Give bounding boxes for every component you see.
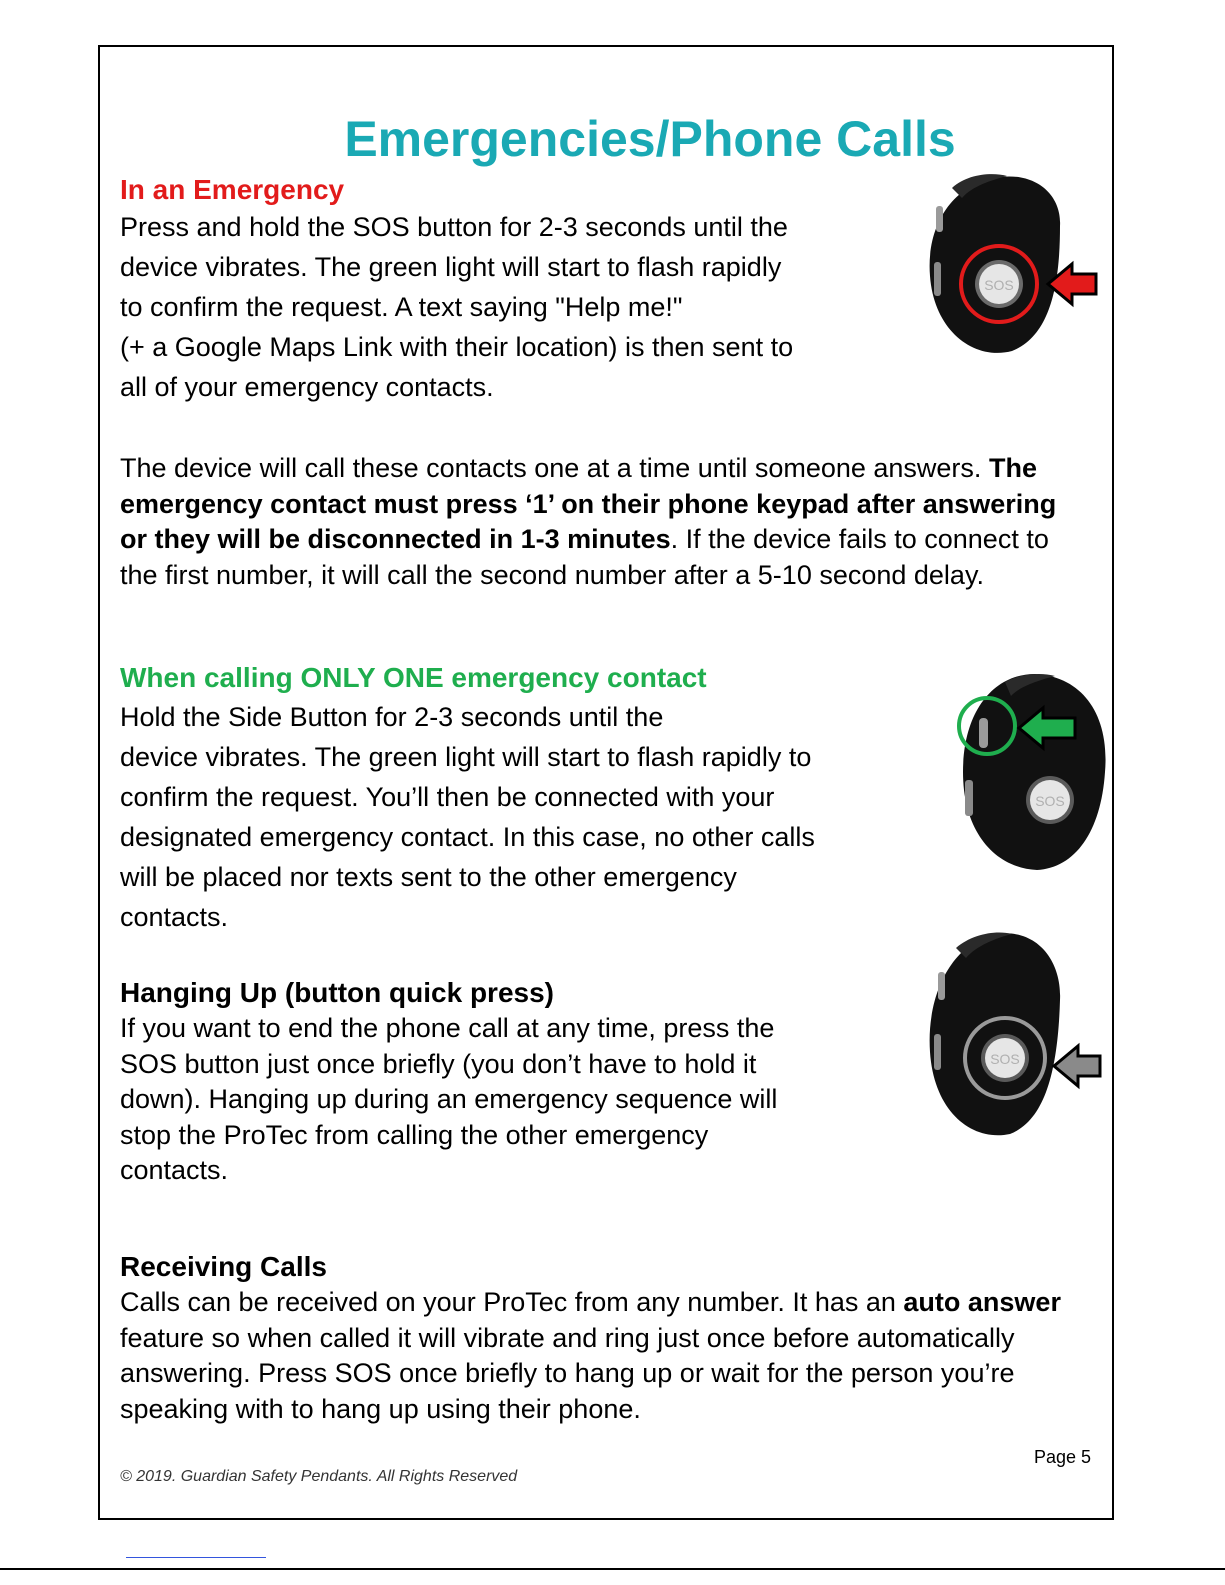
sos-button-label: SOS [990,1051,1020,1067]
one-contact-paragraph [120,697,910,937]
one-contact-line: confirm the request. You’ll then be connected with your [120,782,775,812]
receiving-heading: Receiving Calls [120,1251,327,1282]
page-title: Emergencies/Phone Calls [344,111,956,167]
emergency-heading: In an Emergency [120,174,345,205]
one-contact-line: contacts. [120,902,229,932]
bottom-link-rule [126,1557,266,1558]
emergency-paragraph [120,207,900,407]
calling-bold: The emergency contact must press ‘1’ on their phone keypad after answering or they will be disconnected in 1-3 minutes [120,453,1057,554]
calling-rest: . If the device fails to connect to the first number, it will call the second number after a 5-10 second delay. [120,524,1049,590]
one-contact-line: device vibrates. The green light will start to flash rapidly to [120,742,812,772]
side-button-device-image-green [955,672,1110,872]
copyright-footer: © 2019. Guardian Safety Pendants. All Rights Reserved [120,1468,518,1485]
calling-intro: The device will call these contacts one at a time until someone answers. [120,453,982,483]
emergency-line: all of your emergency contacts. [120,372,494,402]
receiving-text-a: Calls can be received on your ProTec from any number. It has an [120,1287,904,1317]
sos-device-image-red [922,166,1102,358]
one-contact-line: designated emergency contact. In this case, no other calls [120,822,815,852]
hanging-up-line: contacts. [120,1155,229,1185]
calling-paragraph [120,451,1090,593]
page-number: Page 5 [1033,1447,1091,1467]
hanging-up-heading: Hanging Up (button quick press) [120,977,554,1008]
hanging-up-line: stop the ProTec from calling the other emergency [120,1119,709,1150]
receiving-text-b: feature so when called it will vibrate and ring just once before automatically answering. Press SOS once briefly to hang up or wait for the person you’re speaking with to hang up using their phone. [120,1322,1015,1424]
sos-button-label: SOS [1035,793,1065,809]
hanging-up-line: SOS button just once briefly (you don’t have to hold it [120,1048,757,1079]
hanging-up-line: down). Hanging up during an emergency sequence will [120,1084,778,1114]
emergency-line: to confirm the request. A text saying "Help me!" [120,292,683,322]
sos-device-image-gray [922,928,1104,1142]
hanging-up-line: If you want to end the phone call at any time, press the [120,1013,775,1043]
bottom-divider [0,1568,1225,1570]
hanging-up-paragraph [120,1011,900,1189]
sos-button-label: SOS [984,277,1014,293]
emergency-line: device vibrates. The green light will start to flash rapidly [120,252,782,282]
one-contact-line: Hold the Side Button for 2-3 seconds until the [120,702,664,732]
emergency-line: Press and hold the SOS button for 2-3 seconds until the [120,212,788,242]
emergency-line: (+ a Google Maps Link with their location) is then sent to [120,332,794,362]
receiving-paragraph [120,1285,1080,1427]
receiving-bold: auto answer [903,1287,1061,1317]
one-contact-line: will be placed nor texts sent to the other emergency [120,862,737,892]
one-contact-heading: When calling ONLY ONE emergency contact [120,662,707,693]
